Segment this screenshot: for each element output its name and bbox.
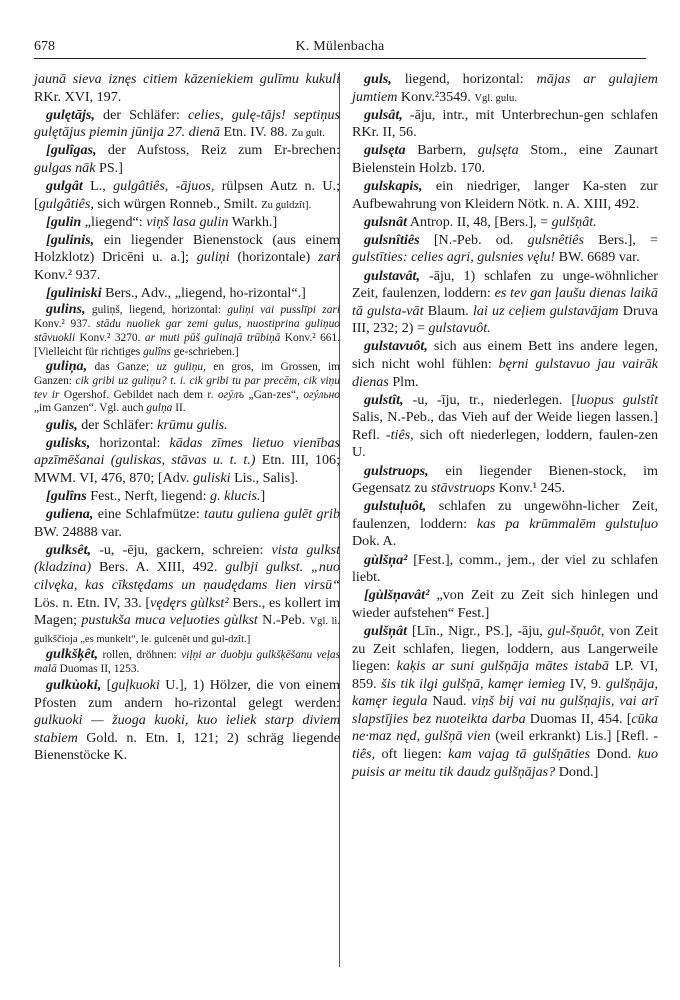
entry-gulstuļuôt: gulstuļuôt, schlafen zu ungewöhn-licher Zeit, faulenzen, loddern: kas pa krūmmalēm gulstuļuo Dok. A.	[352, 498, 659, 550]
headword: gulsât,	[364, 106, 403, 123]
entry-gulins: gulins, guliņš, liegend, horizontal: guliņi vai pusslīpi zari Konv.² 937. stādu nuoliek gar zemi gulus, nuostiprina guliņuo stāvuokli Konv.² 3270. ar muti pūš gulinajā trūbiņā Konv.² 661. [Vielleicht für richtiges gulîns ge-schrieben.]	[34, 301, 341, 358]
headword: gulsęta	[364, 142, 406, 159]
entry-gulsnât: gulsnât Antrop. II, 48, [Bers.], = gulšņât.	[364, 213, 597, 230]
headword: gulins,	[46, 301, 86, 318]
headword: [gùlšņavât²	[364, 587, 430, 604]
headword: gulgât	[46, 178, 83, 195]
headword: gulstruops,	[364, 462, 429, 479]
entry-gulsnîtiês: gulsnîtiês [N.-Peb. od. gulsnêtiês Bers.], = gulstīties: celies agri, gulsnies vęlu! BW. 6689 var.	[352, 231, 658, 266]
headword: gulksêt,	[46, 541, 92, 558]
headword: guls,	[364, 71, 392, 87]
entry-guliniski: [guliniski Bers., Adv., „liegend, ho-rizontal“.]	[46, 285, 306, 302]
entry-gulîgas: [gulîgas, der Aufstoss, Reiz zum Er-brechen: gulgas nāk PS.]	[34, 142, 340, 176]
headword: [gulîgas,	[46, 142, 97, 159]
entry-guliņa: guliņa, das Ganze; uz guliņu, en gros, im Grossen, im Ganzen: cik gribi uz guliņu? t. i. cik gribi tu par precēm, cik viņu tev ir Ogershof. Gebildet nach dem r. oгýлъ „Gan-zes“, oгýльно „im Ganzen“. Vgl. auch gulņa II.	[34, 357, 341, 415]
entry-gulsęta: gulsęta Barbern, guļsęta Stom., eine Zaunart Bielenstein Holzb. 170.	[352, 142, 658, 176]
entry-gulgât: gulgât L., gulgâtiês, -ājuos, rülpsen Autz n. U.; [gulgâtiês, sich würgen Ronneb., Smilt. Zu guldzît].	[34, 178, 341, 212]
running-head: K. Mülenbacha	[295, 39, 385, 54]
entry-gulskapis: gulskapis, ein niedriger, langer Ka-sten zur Aufbewahrung von Kleidern Nötk. n. A. XIII, 492.	[352, 178, 658, 212]
entry-gùlšņa: gùlšņa² [Fest.], comm., jem., der viel zu schlafen liebt.	[352, 551, 658, 586]
headword: gulisks,	[46, 434, 91, 451]
headword: gùlšņa²	[364, 551, 408, 568]
left-column	[34, 71, 340, 765]
headword: gulsnîtiês	[364, 231, 420, 248]
headword: gulkùoki,	[46, 676, 102, 693]
entry-gulstît: gulstît, -u, -īju, tr., niederlegen. [luopus gulstît Salis, N.-Peb., das Vieh auf der Weide liegen lassen.] Refl. -tiês, sich oft niederlegen, loddern, faulen-zen U.	[352, 391, 659, 461]
page-number: 678	[34, 39, 55, 54]
headword: gulstuļuôt,	[364, 498, 427, 515]
entry-gulksêt: gulksêt, -u, -ēju, gackern, schreien: vista gulkst (kladzina) Bers. A. XIII, 492. gulbji gulkst. „nuo cilvęka, kas cīkstędams un ņaudędams lien virsū“ Lös. n. Etn. IV, 33. [vędęrs gùlkst² Bers., es kollert im Magen; pustukša muca veļuoties gùlkst N.-Peb. Vgl. li. gulkščioja „es munkelt“, le. gulcenêt und gul-dzît.]	[34, 541, 341, 645]
entry-gulstruops: gulstruops, ein liegender Bienen-stock, im Gegensatz zu stāvstruops Konv.¹ 245.	[352, 462, 658, 497]
headword: guliņa,	[46, 357, 88, 374]
entry-gulis: gulis, der Schläfer: krūmu gulis.	[46, 416, 228, 433]
headword: gulskapis,	[364, 178, 423, 195]
headword: gulstît,	[364, 391, 404, 408]
headword: gulšņât	[364, 622, 408, 639]
headword: guliena,	[46, 506, 94, 523]
headword: [gulin	[46, 213, 82, 230]
right-column	[352, 71, 658, 782]
entry-gulin: [gulin „liegend“: viņš lasa gulin Warkh.]	[46, 213, 278, 230]
headword: [guliniski	[46, 285, 102, 302]
headword: gulętājs,	[46, 106, 95, 123]
headword: gulsnât	[364, 213, 408, 230]
entry-gulstavuôt: gulstavuôt, sich aus einem Bett ins andere legen, sich nicht wohl fühlen: bęrni gulstavuo jau vairāk dienas Plm.	[352, 338, 658, 390]
headword: gulis,	[46, 416, 78, 433]
entry-guls: guls, liegend, horizontal: mājas ar gulajiem jumtiem Konv.²3549. Vgl. gulu.	[352, 71, 658, 105]
entry-gulkšķêt: gulkšķêt, rollen, dröhnen: viļņi ar duobju gulkšķēšanu veļas malā Duomas II, 1253.	[34, 645, 341, 675]
headword: gulkšķêt,	[46, 645, 99, 662]
entry-guliena: guliena, eine Schlafmütze: tautu guliena gulēt grib BW. 24888 var.	[34, 506, 340, 540]
entry-continuation: jaunā sieva iznęs citiem kāzeniekiem gulīmu kukuli RKr. XVI, 197.	[34, 71, 340, 105]
entry-gulšņât: gulšņât [Līn., Nigr., PS.], -āju, gul-šņuôt, von Zeit zu Zeit schlafen, liegen, loddern, aus Langerweile liegen: kaķis ar suni gulšņāja mātes istabā LP. VI, 859. šis tik ilgi gulšņā, kamęr iemieg IV, 9. gulšņāja, kamęr iegula Naud. viņš bij vai nu gulšņajis, vai arī slapstījies bez nuoteikta darba Duomas II, 454. [cūka ne·maz nęd, gulšņā vien (weil erkrankt) Lis.] [Refl. -tiês, oft liegen: kam vajag tā gulšņāties Dond. kuo puisis ar meitu tik daudz gulšņājas? Dond.]	[352, 622, 659, 780]
headword: gulstavuôt,	[364, 338, 428, 355]
entry-gulîns: [gulîns Fest., Nerft, liegend: g. klucis.]	[46, 487, 266, 504]
headword: [gulinis,	[46, 231, 95, 248]
page-header	[34, 32, 646, 59]
entry-gulętājs: gulętājs, der Schläfer: celies, gulę-tājs! septiņus gulętājus piemin jūnija 27. dienā Etn. IV. 88. Zu gult.	[34, 106, 340, 141]
entry-gulstavât: gulstavât, -āju, 1) schlafen zu unge-wöhnlicher Zeit, faulenzen, loddern: es tev gan ļaušu dienas laikā tā gulsta-vāt Blaum. lai uz ceļiem gulstavājam Druva III, 232; 2) = gulstavuôt.	[352, 267, 659, 337]
entry-gulsât: gulsât, -āju, intr., mit Unterbrechun-gen schlafen RKr. II, 56.	[352, 106, 658, 141]
entry-gulisks: gulisks, horizontal: kādas zīmes lietuo vienības apzīmēšanai (guliskas, stāvas u. t. t.) Etn. III, 106; MWM. VI, 476, 870; [Adv. guliski Lis., Salis].	[34, 434, 340, 486]
entry-gùlšņavât: [gùlšņavât² „von Zeit zu Zeit sich hinlegen und wieder aufstehen“ Fest.]	[352, 587, 658, 621]
headword: [gulîns	[46, 487, 87, 504]
headword: gulstavât,	[364, 267, 420, 284]
entry-gulinis: [gulinis, ein liegender Bienenstock (aus einem Holzklotz) Dricēni u. a.]; guliņi (horizontale) zari Konv.² 937.	[34, 231, 340, 284]
entry-gulkùoki: gulkùoki, [guļkuoki U.], 1) Hölzer, die von einem Pfosten zum andern ho-rizontal gelegt werden: gulkuoki — žuoga kuoki, kuo ieliek starp diviem stabiem Gold. n. Etn. I, 121; 2) schräg liegende Bienenstöcke K.	[34, 676, 340, 764]
